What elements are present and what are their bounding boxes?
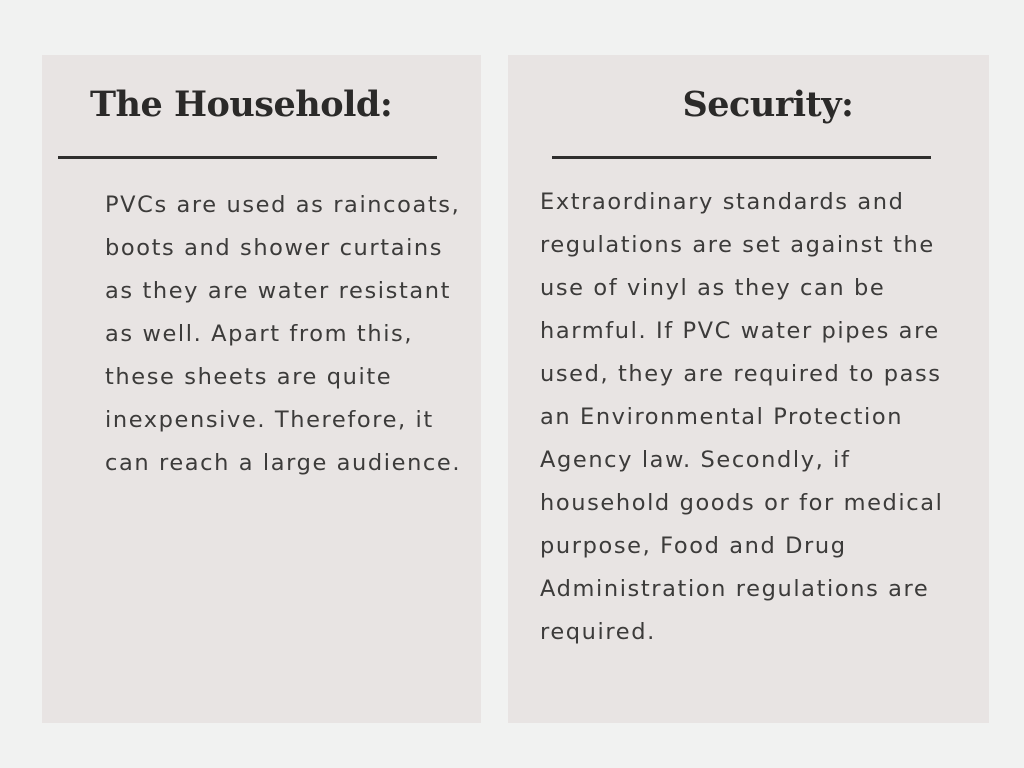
security-divider (552, 156, 931, 159)
household-divider (58, 156, 437, 159)
household-body: PVCs are used as raincoats, boots and shower curtains as they are water resistant as well. Apart from this, these sheets are quite inexpensive. Therefore, it can reach a large audience. (105, 192, 462, 476)
security-body: Extraordinary standards and regulations are set against the use of vinyl as they can be harmful. If PVC water pipes are used, they are required to pass an Environmental Protection Agency law. Secondly, if household goods or for medical purpose, Food and Drug Administration regulations are required. (540, 189, 944, 645)
security-title: Security: (682, 84, 854, 125)
household-title: The Household: (90, 84, 393, 125)
